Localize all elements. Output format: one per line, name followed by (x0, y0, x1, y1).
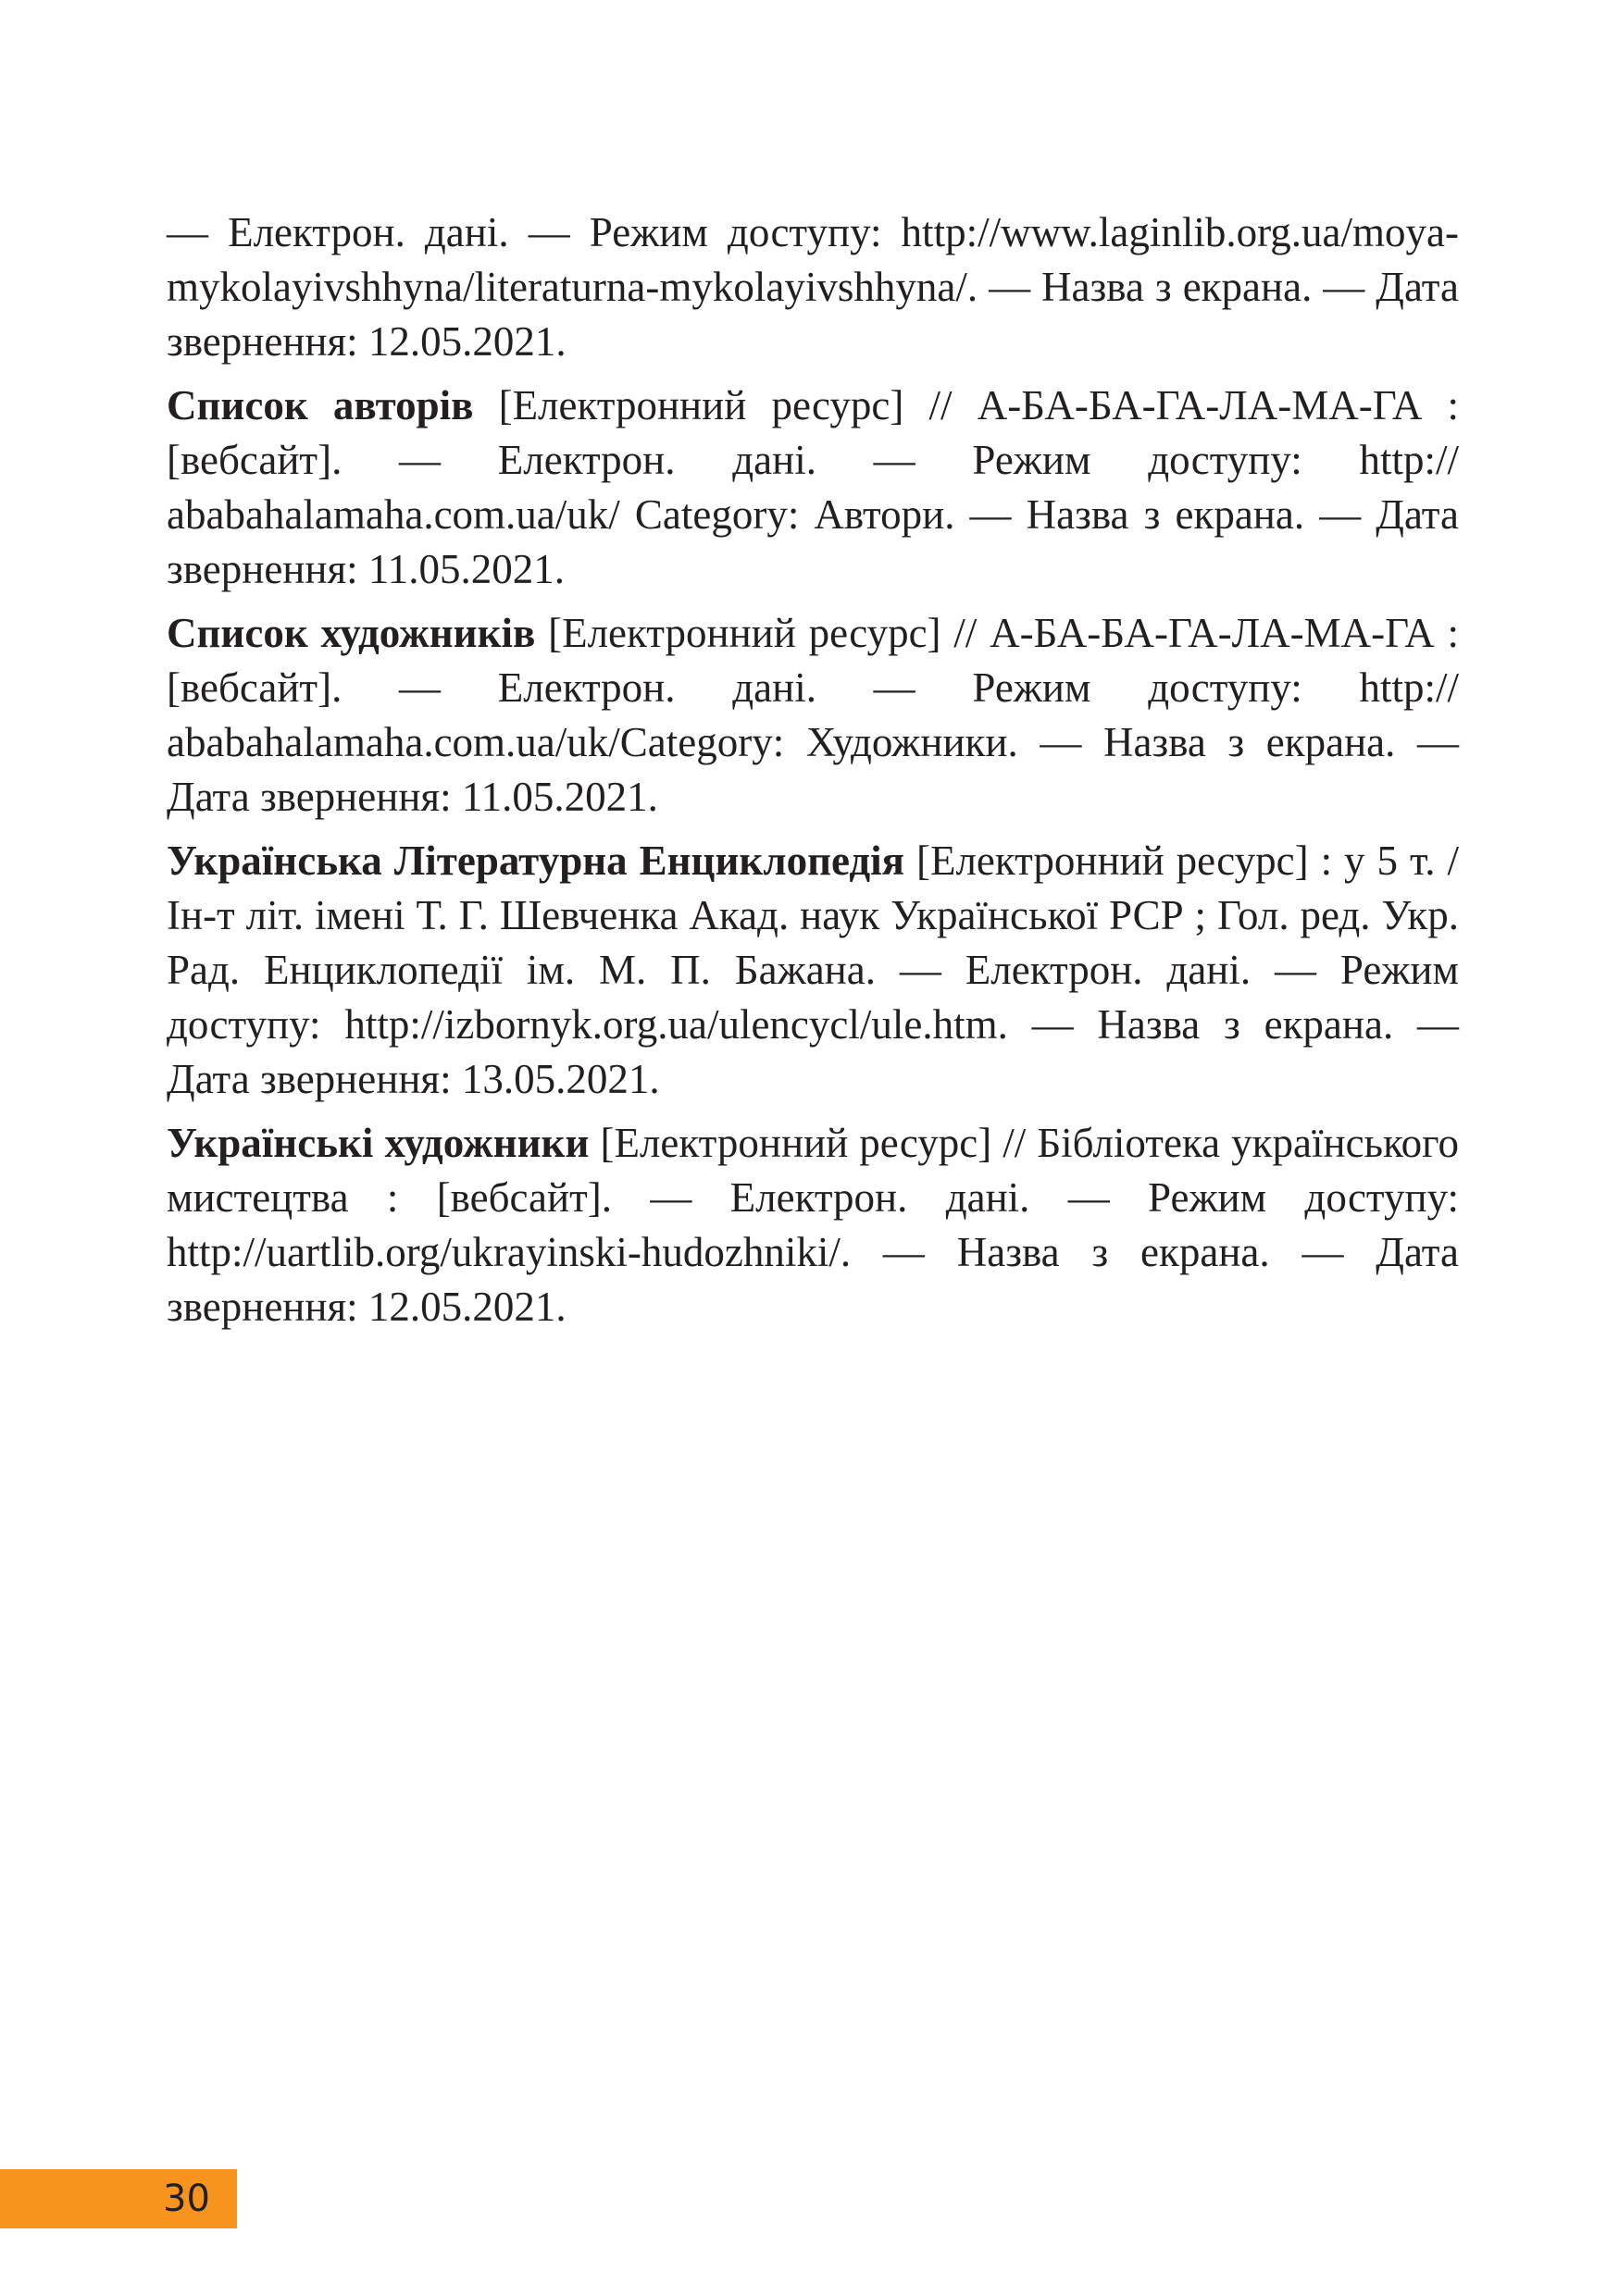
bibliography-entry-continuation (167, 205, 1459, 369)
page-number: 30 (163, 2178, 210, 2220)
entry-text: [Електронний ресурс] // Бібліотека українського мистецтва : [вебсайт]. — Електрон. дані. — Режим доступу: http://uartlib.org/ukrayinski-hudozhniki/. — Назва з екрана. — Дата звернення: 12.05.2021. (167, 1120, 1459, 1330)
bibliography-entry-authors-list (167, 379, 1459, 597)
entry-text: [Електронний ресурс] // А-БА-БА-ГА-ЛА-МА-ГА : [вебсайт]. — Електрон. дані. — Режим доступу: http:// ababahalamaha.com.ua/uk/Category: Художники. — Назва з екрана. — Дата звернення: 11.05.2021. (167, 610, 1459, 820)
entry-title: Українська Літературна Енциклопедія (167, 838, 905, 884)
bibliography-entry-literary-encyclopedia (167, 834, 1459, 1107)
entry-text: [Електронний ресурс] // А-БА-БА-ГА-ЛА-МА-ГА : [вебсайт]. — Електрон. дані. — Режим доступу: http:// ababahalamaha.com.ua/uk/ Category: Автори. — Назва з екрана. — Дата звернення: 11.05.2021. (167, 382, 1459, 592)
entry-title: Список авторів (167, 382, 474, 428)
entry-text: — Електрон. дані. — Режим доступу: http://www.laginlib.org.ua/moya-mykolayivshhyna/literaturna-mykolayivshhyna/. — Назва з екрана. — Дата звернення: 12.05.2021. (167, 209, 1459, 365)
bibliography-entry-ukrainian-artists (167, 1116, 1459, 1334)
entry-title: Список художників (167, 610, 536, 656)
entry-title: Українські художники (167, 1120, 590, 1166)
bibliography-entry-artists-list (167, 606, 1459, 825)
entry-text: [Електронний ресурс] : у 5 т. / Ін-т літ. імені Т. Г. Шевченка Акад. наук Української РСР ; Гол. ред. Укр. Рад. Енциклопедії ім. М. П. Бажана. — Електрон. дані. — Режим доступу: http://izbornyk.org.ua/ulencycl/ule.htm. — Назва з екрана. — Дата звернення: 13.05.2021. (167, 838, 1459, 1102)
bibliography-list (167, 205, 1459, 1344)
